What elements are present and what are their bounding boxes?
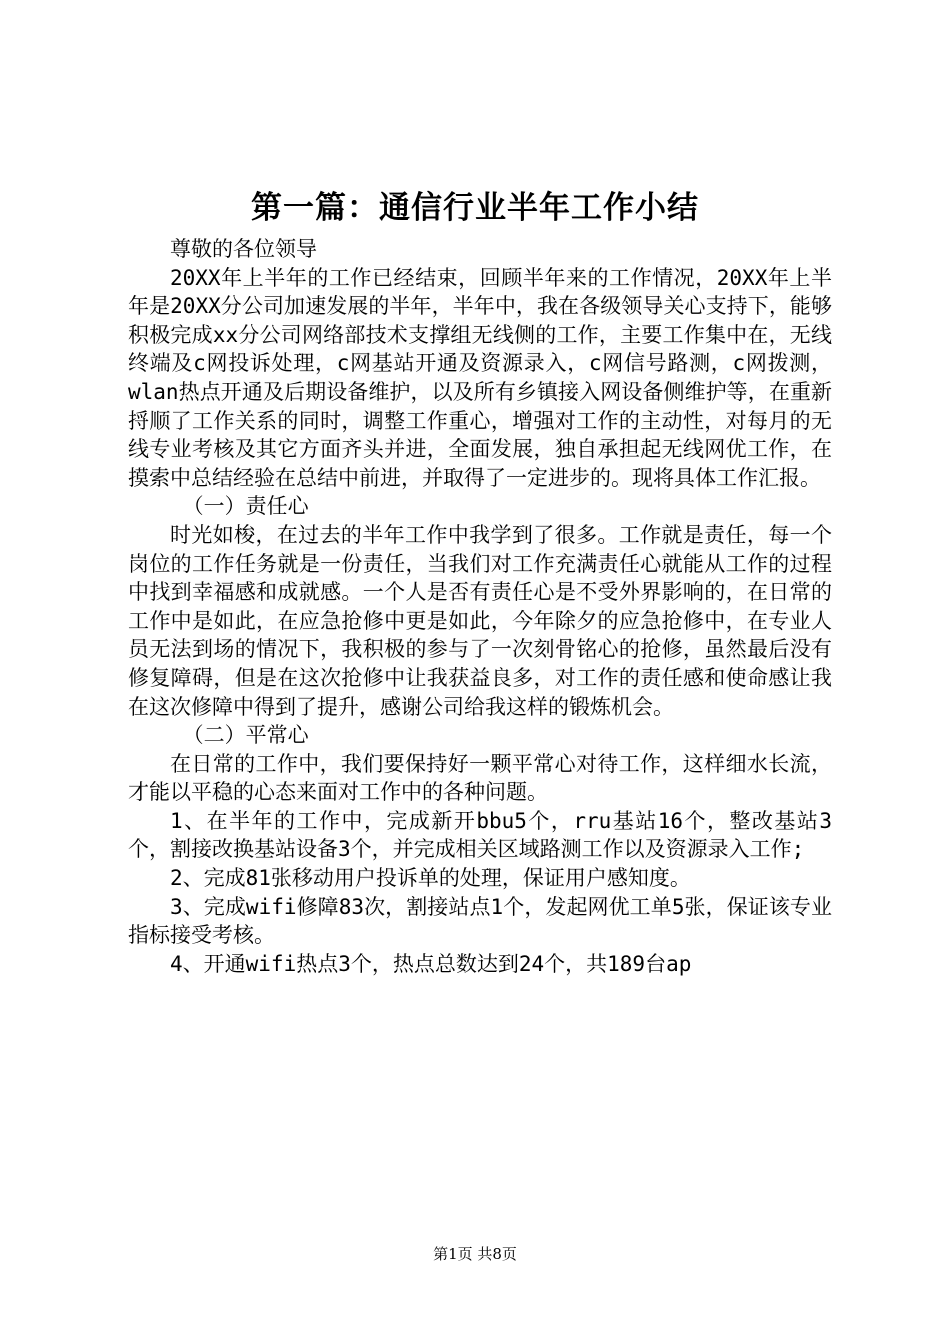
document-body: [128, 235, 832, 978]
salutation: 尊敬的各位领导: [170, 237, 317, 261]
document-title: 第一篇：通信行业半年工作小结: [251, 190, 699, 226]
paragraph-intro: 20XX年上半年的工作已经结束，回顾半年来的工作情况，20XX年上半年是20XX分公司加速发展的半年，半年中，我在各级领导关心支持下，能够积极完成xx分公司网络部技术支撑组无线侧的工作，主要工作集中在，无线终端及c网投诉处理，c网基站开通及资源录入，c网信号路测，c网拨测，wlan热点开通及后期设备维护，以及所有乡镇接入网设备侧维护等，在重新捋顺了工作关系的同时，调整工作重心，增强对工作的主动性，对每月的无线专业考核及其它方面齐头并进，全面发展，独自承担起无线网优工作，在摸索中总结经验在总结中前进，并取得了一定进步的。现将具体工作汇报。: [128, 265, 832, 490]
paragraph-responsibility: 时光如梭，在过去的半年工作中我学到了很多。工作就是责任，每一个岗位的工作任务就是一份责任，当我们对工作充满责任心就能从工作的过程中找到幸福感和成就感。一个人是否有责任心是不受外界影响的，在日常的工作中是如此，在应急抢修中更是如此，今年除夕的应急抢修中，在专业人员无法到场的情况下，我积极的参与了一次刻骨铭心的抢修，虽然最后没有修复障碍，但是在这次抢修中让我获益良多，对工作的责任感和使命感让我在这次修障中得到了提升，感谢公司给我这样的锻炼机会。: [128, 522, 832, 719]
section-heading-calm-mind: （二）平常心: [182, 723, 309, 748]
paragraph-calm-mind: 在日常的工作中，我们要保持好一颗平常心对待工作，这样细水长流，才能以平稳的心态来面对工作中的各种问题。: [128, 751, 832, 805]
list-item-2: 2、完成81张移动用户投诉单的处理，保证用户感知度。: [170, 866, 691, 891]
list-item-3: 3、完成wifi修障83次，割接站点1个，发起网优工单5张，保证该专业指标接受考核。: [128, 894, 832, 948]
list-item-1: 1、在半年的工作中，完成新开bbu5个，rru基站16个，整改基站3个，割接改换基站设备3个，并完成相关区域路测工作以及资源录入工作;: [128, 808, 832, 862]
list-item-4: 4、开通wifi热点3个，热点总数达到24个，共189台ap: [170, 951, 692, 976]
section-heading-responsibility: （一）责任心: [182, 494, 309, 519]
page-number-footer: 第1页 共8页: [433, 1245, 517, 1263]
